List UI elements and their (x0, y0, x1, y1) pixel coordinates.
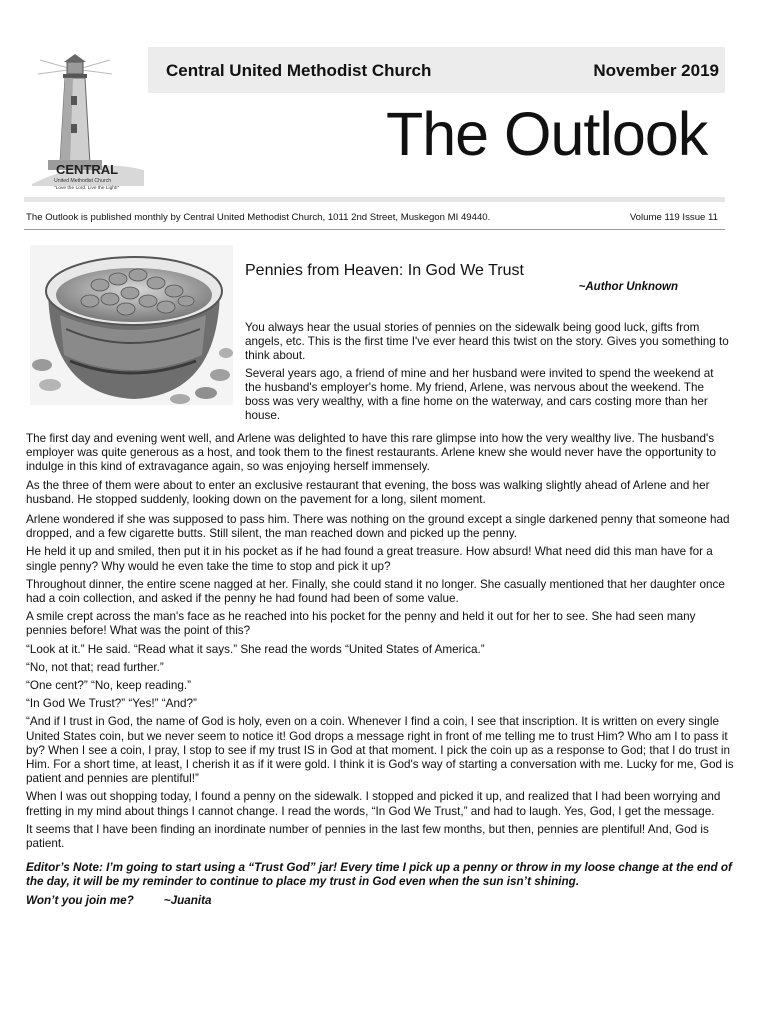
paragraph: He held it up and smiled, then put it in his pocket as if he had found a great treasure. How absurd! What need did this man have for a single penny? Why would he even take the time to stop and pick it up? (26, 545, 713, 573)
logo-subtitle: United Methodist Church (54, 178, 112, 184)
volume-issue: Volume 119 Issue 11 (629, 212, 718, 223)
paragraph: You always hear the usual stories of pennies on the sidewalk being good luck, gifts from angels, etc. This is the first time I've ever heard this twist on the story. Gives you something to think about. (245, 321, 729, 363)
paragraph: A smile crept across the man's face as he reached into his pocket for the penny and held it out for her to see. She had seen many pennies before! What was the point of this? (26, 610, 696, 638)
dialogue-line: “No, not that; read further.” (26, 660, 164, 674)
paragraph: When I was out shopping today, I found a penny on the sidewalk. I stopped and picked it up, and realized that I had been worrying and fretting in my mind about things I cannot change. I read the words, “In God We Trust,” and had to laugh. Yes, God, I get the message. (26, 790, 721, 818)
logo-name: CENTRAL (56, 162, 119, 177)
masthead-bar (148, 47, 725, 93)
divider (24, 229, 725, 230)
divider (24, 197, 725, 202)
dialogue-line: “Look at it.” He said. “Read what it says.” She read the words “United States of America.” (26, 642, 485, 656)
issue-date: November 2019 (593, 61, 719, 80)
paragraph: As the three of them were about to enter an exclusive restaurant that evening, the boss was walking slightly ahead of Arlene and her husband. He stopped suddenly, looking down on the pavement for a long, silent moment. (26, 478, 710, 506)
church-name: Central United Methodist Church (166, 61, 432, 80)
paragraph: Several years ago, a friend of mine and her husband were invited to spend the weekend at the husband's employer's home. My friend, Arlene, was nervous about the weekend. The boss was very wealthy, with a fine home on the waterway, and cars costing more than her house. (245, 366, 714, 423)
church-logo (28, 52, 148, 194)
paragraph: Arlene wondered if she was supposed to pass him. There was nothing on the ground except a single darkened penny that someone had dropped, and a few cigarette butts. Still silent, the man reached down and picked up the penny. (26, 513, 730, 541)
article-title: Pennies from Heaven: In God We Trust (245, 262, 524, 279)
article-body (26, 432, 734, 912)
newsletter-title: The Outlook (386, 100, 708, 168)
invitation: Won’t you join me? (26, 893, 134, 907)
logo-tagline: "Love the Lord. Live the Light!" (54, 186, 120, 191)
signature: ~Juanita (163, 893, 212, 907)
penny-bowl-image (30, 245, 233, 405)
dialogue-line: “One cent?” “No, keep reading.” (26, 679, 192, 693)
dialogue-line: “And if I trust in God, the name of God is holy, even on a coin. Whenever I find a coin, I see that inscription. It is written on every single United States coin, but we never seem to notice it! God drops a message right in front of me telling me to trust Him? Who am I to pass it by? When I see a coin, I pray, I stop to see if my trust IS in God at that moment. I pick the coin up as a response to God; that I do trust in Him. For a short time, at least, I cherish it as if it were gold. I think it is God's way of starting a conversation with me. Lucky for me, God is patient and pennies are plentiful!” (26, 715, 734, 786)
publication-info: The Outlook is published monthly by Central United Methodist Church, 1011 2nd Street, Muskegon MI 49440. (26, 212, 491, 223)
dialogue-line: “In God We Trust?” “Yes!” “And?” (26, 697, 197, 711)
closing-line (26, 894, 734, 908)
article-intro (245, 321, 730, 426)
paragraph: It seems that I have been finding an inordinate number of pennies in the last few months, but then, pennies are plentiful! And, God is patient. (26, 822, 709, 851)
editors-note: Editor’s Note: I’m going to start using a “Trust God” jar! Every time I pick up a penny or throw in my loose change at the end of the day, it will be my reminder to continue to place my trust in God even when the sun isn’t shining. (26, 861, 732, 889)
article-author: ~Author Unknown (578, 281, 678, 293)
paragraph: Throughout dinner, the entire scene nagged at her. Finally, she could stand it no longer. She casually mentioned that her daughter once had a coin collection, and asked if the penny he had found had been of some value. (26, 577, 725, 606)
paragraph: The first day and evening went well, and Arlene was delighted to have this rare glimpse into how the very wealthy live. The husband's employer was quite generous as a host, and took them to the finest restaurants. Arlene knew she would never have the opportunity to indulge in this kind of extravagance again, so was enjoying herself immensely. (26, 432, 716, 474)
